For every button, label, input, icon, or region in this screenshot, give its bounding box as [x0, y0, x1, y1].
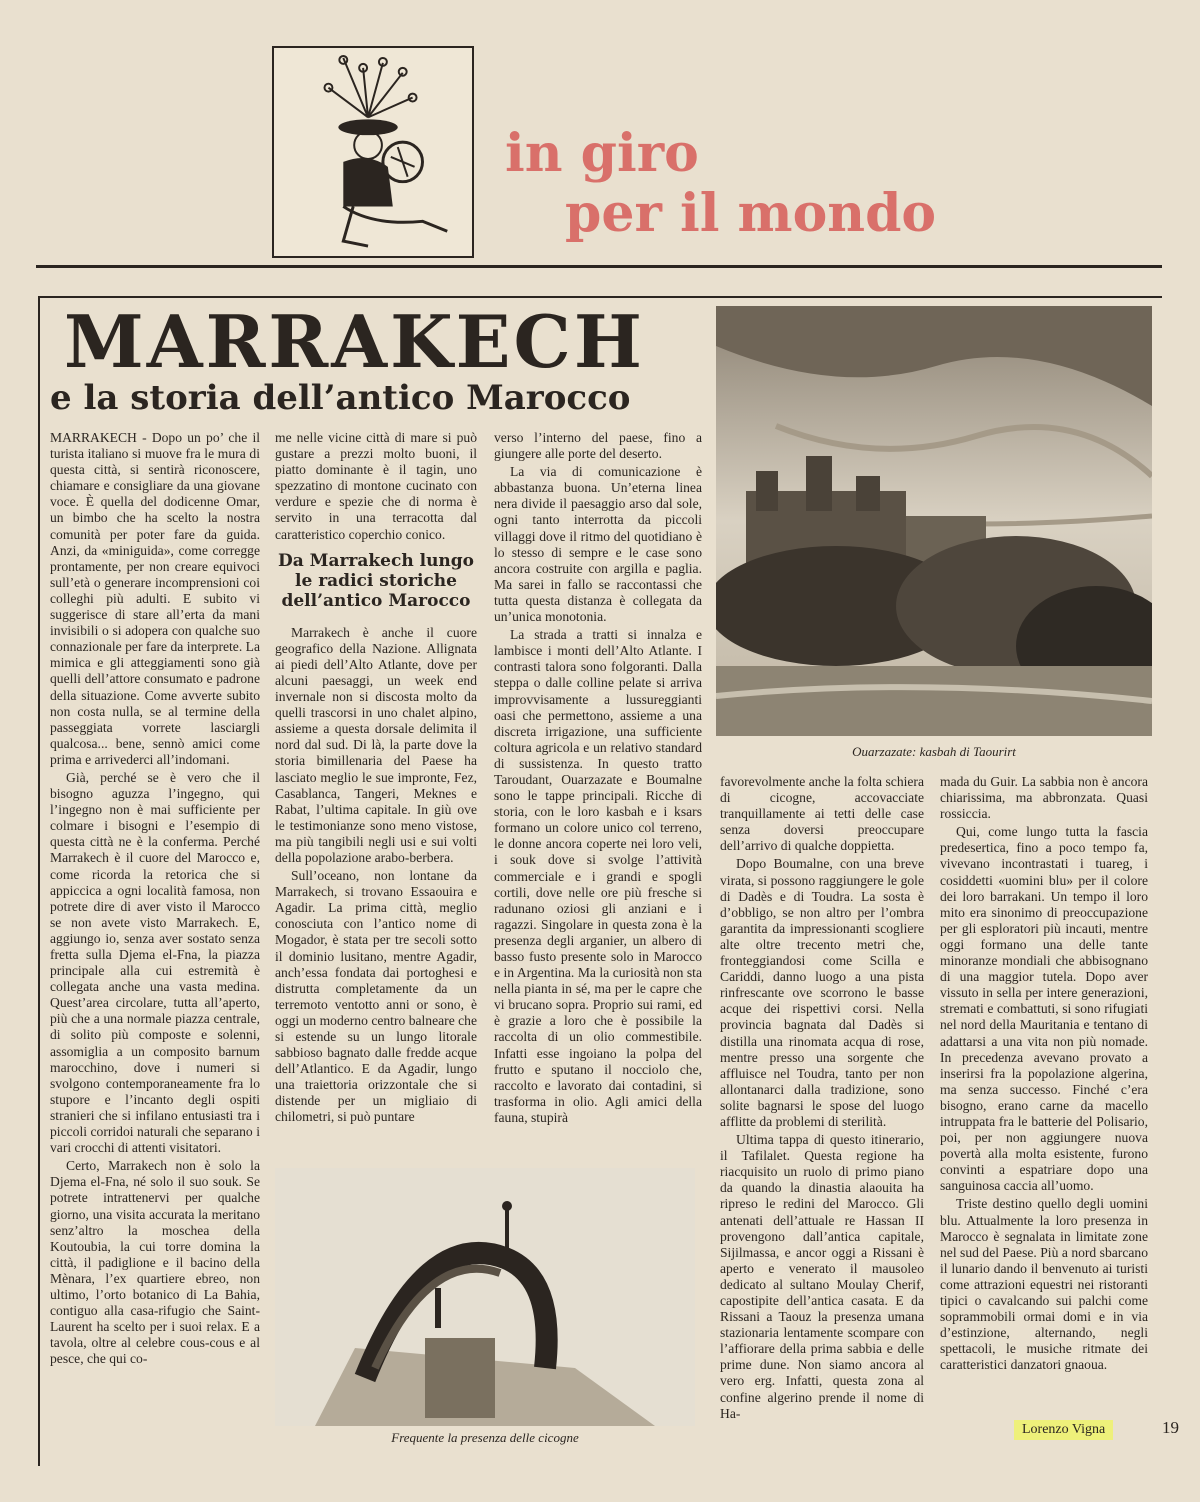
column-5	[940, 774, 1148, 1424]
paragraph: verso l’interno del paese, fino a giungere alle porte del deserto.	[494, 430, 702, 462]
paragraph: MARRAKECH - Dopo un po’ che il turista italiano si muove fra le mura di questa città, si sentirà riconoscere, chiamare e consigliare da una giovane voce. È quella del dodicenne Omar, un bimbo che ha scelto la nostra comunità per poter fare da guida. Anzi, da «miniguida», come corregge prontamente, per non creare equivoci sull’età o generare incomprensioni coi colleghi più adulti. E subito vi suggerisce di stare all’erta da mani invisibili o si adopera con qualche suo connazionale per fare da interprete. La mimica e gli atteggiamenti sono già quelli dell’attore consumato e padrone della situazione. Come avverte subito non costa nulla, se al termine della passeggiata vorrete lasciargli qualcosa... bene, sennò amici come prima e arrivederci all’indomani.	[50, 430, 260, 767]
stork-nest-photo	[275, 1168, 695, 1426]
column-1	[50, 430, 260, 1470]
paragraph: Ultima tappa di questo itinerario, il Tafilalet. Questa regione ha riacquisito un ruolo di primo piano da quando la dinastia alaouita ha ripreso le redini del Marocco. Gli antenati dell’attuale re Hassan II provengono dall’antica capitale, Sijilmassa, e ancor oggi a Rissani è aperto e venerato il mausoleo dedicato al sultano Moulay Cherif, capostipite dell’antica casata. E da Rissani a Taouz la presenza umana stazionaria lentamente scompare con l’affiorare della prima sabbia e delle prime dune. Non siamo ancora al vero erg. Infatti, questa zona al confine algerino prende il nome di Ha-	[720, 1132, 924, 1421]
paragraph: Triste destino quello degli uomini blu. Attualmente la loro presenza in Marocco è segnalata in limitate zone nel sud del Paese. Più a nord sbarcano il lunario dando il benvenuto ai turisti come attrazioni equestri nei ristoranti tipici o cavalcando sui palchi come soprammobili ormai domi e in via d’estinzione, alternando, negli spettacoli, le musiche ritmate dei caratteristici danzatori gnaoua.	[940, 1196, 1148, 1373]
section-subheading: Da Marrakech lungo le radici storiche dell’antico Marocco	[277, 550, 475, 611]
paragraph: Marrakech è anche il cuore geografico della Nazione. Allignata ai piedi dell’Alto Atlante, dove per alcuni paesaggi, un week end invernale non si discosta molto da quelli trascorsi in uno chalet alpino, assieme a questa dorsale delimita il nord dal sud. Di là, la parte dove la storia bimillenaria del Paese ha lasciato meglio le sue impronte, Fez, Casablanca, Tangeri, Meknes e Rabat, l’ultima capitale. In giù ove le testimonianze sono meno vistose, ma più tangibili negli usi e sui volti della popolazione arabo-berbera.	[275, 624, 477, 865]
paragraph: Certo, Marrakech non è solo la Djema el-Fna, né solo il suo souk. Se potrete intrattenervi per qualche giorno, una visita accurata la meritano senz’altro la moschea della Koutoubia, la cui torre domina la città, il padiglione e il bacino della Mènara, l’ex quartiere ebreo, non ultimo, l’orto botanico di La Bahia, contiguo alla casa-rifugio che Saint-Laurent ha scelto per i suoi relax. E a tavola, oltre al celebre cous-cous e al pesce, che qui co-	[50, 1158, 260, 1367]
paragraph: Qui, come lungo tutta la fascia predesertica, fino a poco tempo fa, vivevano incontrastati i tuareg, i cosiddetti «uomini blu» per il colore dei loro barrakani. Un tempo il loro mito era sinonimo di preoccupazione per gli esploratori più incauti, mentre oggi formano una delle tante minoranze mondiali che abbisognano di una maggior tutela. Dopo aver vissuto in sella per intere generazioni, stremati e combattuti, si sono rifugiati nel nord della Mauritania e tentano di adattarsi a una vita non più nomade. In precedenza avevano provato a inserirsi fra la popolazione algerina, ma senza successo. Finché c’era bisogno, erano carne da macello intruppata fra le batterie del Polisario, poi, per non aggiungere nuova povertà alla molta esistente, furono convinti a espatriare dopo una sanguinosa caccia all’uomo.	[940, 824, 1148, 1194]
column-2	[275, 430, 477, 1158]
paragraph: Già, perché se è vero che il bisogno aguzza l’ingegno, qui l’ingegno non è mai sufficiente per colmare i bisogni e l’esempio di questa città ne è la conferma. Perché Marrakech è il cuore del Marocco e, come ricorda la retorica che si appiccica a ogni località famosa, non potrete dire di aver visto il Marocco se non avete visto Marrakech. E, aggiungo io, senza aver sostato senza fretta sulla Djema el-Fna, la piazza principale alla cui estremità è collegata anche una vasta medina. Quest’area circolare, tutta all’aperto, più che a una normale piazza centrale, di solito più composte e solenni, assomiglia a un composito barnum marocchino, dove i numeri si svolgono contemporaneamente fra lo stupore e l’incanto degli ospiti stranieri che si infilano entusiasti tra i piccoli corridoi naturali che separano i vari crocchi di attenti visitatori.	[50, 769, 260, 1156]
page-number: 19	[1162, 1418, 1179, 1437]
photo-caption: Frequente la presenza delle cicogne	[391, 1430, 579, 1445]
rubric-line2: per il mondo	[565, 183, 937, 244]
paragraph: me nelle vicine città di mare si può gustare a prezzi molto buoni, il piatto dominante è il tagin, uno spezzatino di montone cucinato con verdure e spezie che di norma è servito in una terracotta dal caratteristico coperchio conico.	[275, 430, 477, 542]
headline: MARRAKECH	[64, 299, 645, 384]
illustration-icon	[272, 46, 474, 258]
paragraph: La via di comunicazione è abbastanza buona. Un’eterna linea nera divide il paesaggio arso dal sole, ogni tanto interrotta da piccoli villaggi dove il ritmo del quotidiano è lo stesso di sempre e le case sono ancora costruite con argilla e paglia. Ma sarei in fallo se raccontassi che tutta questa distanza è collegata da un’unica monotonia.	[494, 464, 702, 625]
paragraph: favorevolmente anche la folta schiera di cicogne, accovacciate tranquillamente ai tetti delle case senza doversi preoccupare dell’arrivo di qualche doppietta.	[720, 774, 924, 854]
rubric-line1: in giro	[505, 123, 699, 184]
paragraph: La strada a tratti si innalza e lambisce i monti dell’Alto Atlante. I contrasti talora sono folgoranti. Dalla steppa o dalle colline pelate si arriva improvvisamente a lussureggianti oasi che permettono, assieme a una discreta irrigazione, una sufficiente coltura agricola e un relativo standard di sussistenza. In questo tratto Taroudant, Ouarzazate e Boumalne sono le tappe principali. Ricche di storia, con le loro kasbah e i ksars formano un colore unico col terreno, le donne ancora coperte nei loro veli, i souk dove si svolge l’attività commerciale e i grandi e spogli cortili, dove nelle ore più fresche si radunano oziosi gli anziani e i ragazzi. Singolare in questa zona è la presenza degli arganier, un albero di basso fusto presente solo in Marocco e in Argentina. Ma la curiosità non sta nella pianta in sé, ma per le capre che vi brucano sopra. Proprio sui rami, ed è grazie a loro che è possibile la raccolta di un olio commestibile. Infatti esse ingoiano la polpa del frutto e sputano il nocciolo che, raccolto e lavorato dai contadini, si trasforma in olio. Agli amici della fauna, stupirà	[494, 627, 702, 1125]
photo-caption: Ouarzazate: kasbah di Taourirt	[852, 744, 1016, 759]
paragraph: mada du Guir. La sabbia non è ancora chiarissima, ma abbronzata. Quasi rossiccia.	[940, 774, 1148, 822]
header-divider	[36, 265, 1162, 268]
kasbah-photo	[716, 306, 1152, 736]
subheadline: e la storia dell’antico Marocco	[50, 378, 631, 418]
author-byline: Lorenzo Vigna	[1014, 1420, 1113, 1440]
section-rubric	[505, 124, 1005, 244]
column-4	[720, 774, 924, 1474]
paragraph: Sull’oceano, non lontane da Marrakech, si trovano Essaouira e Agadir. La prima città, meglio conosciuta con l’antico nome di Mogador, è stata per tre secoli sotto il dominio lusitano, mentre Agadir, anch’essa fondata dai portoghesi e distrutta completamente da un terremoto ventotto anni or sono, è oggi un moderno centro balneare che si estende su un lungo litorale sabbioso bagnato dalle fredde acque dell’Atlantico. E da Agadir, lungo una traiettoria orizzontale che si distende per un migliaio di chilometri, si può puntare	[275, 868, 477, 1125]
paragraph: Dopo Boumalne, con una breve virata, si possono raggiungere le gole di Dadès e di Toudra. La sosta è d’obbligo, se non altro per l’ombra garantita da impressionanti scogliere alte oltre trecento metri che, fronteggiandosi come Scilla e Cariddi, danno luogo a una pista rinfrescante ove scorrono le basse acque dei rispettivi corsi. Nella provincia bagnata dal Dadès si distilla una rinomata acqua di rose, mentre presso una sorgente che affluisce nel Toudra, tanto per non allontanarci dalla tradizione, sono solite bagnarsi le spose del luogo afflitte da problemi di sterilità.	[720, 856, 924, 1129]
